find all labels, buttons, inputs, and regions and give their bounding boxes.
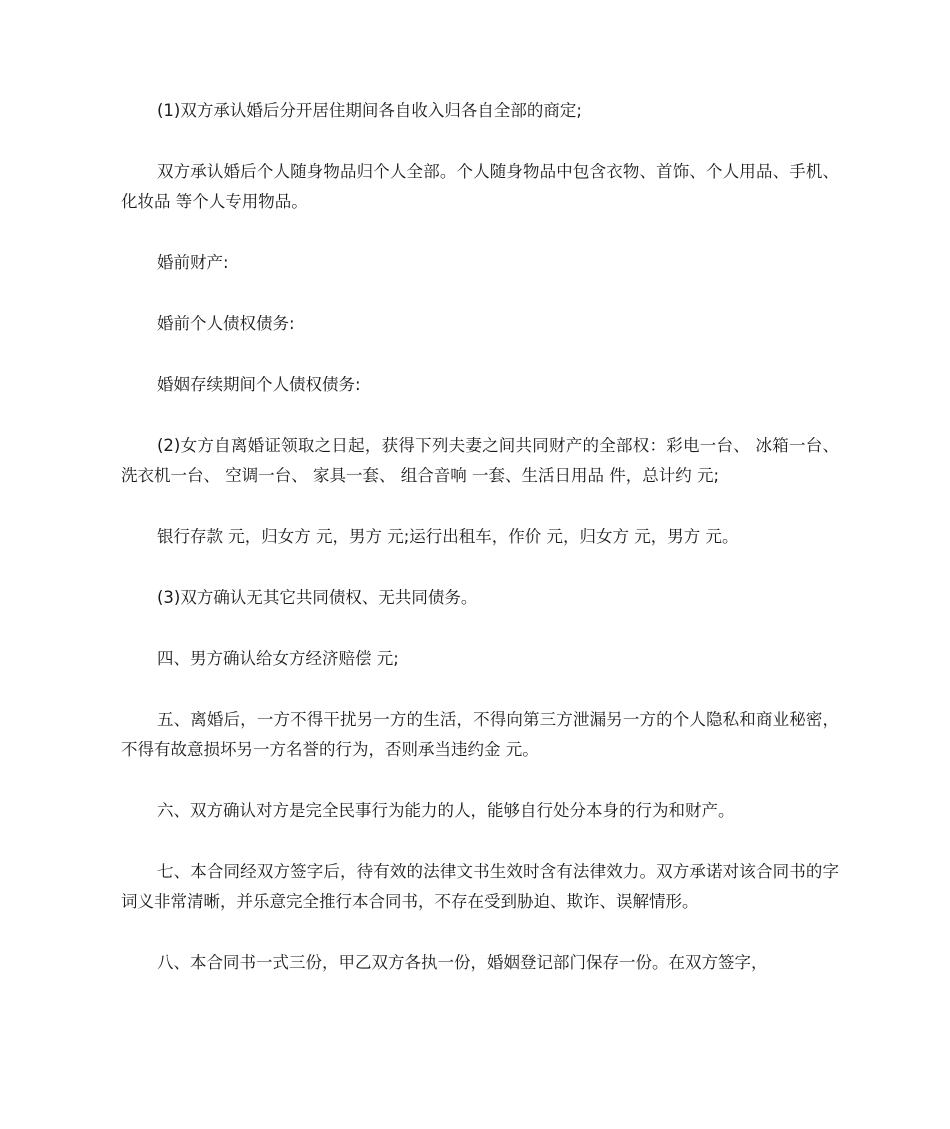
paragraph-compensation: 四、男方确认给女方经济赔偿 元; bbox=[157, 649, 399, 668]
paragraph-bank-deposit: 银行存款 元，归女方 元，男方 元;运行出租车，作价 元，归女方 元，男方 元。 bbox=[157, 527, 739, 546]
paragraph-joint-property: (2)女方自离婚证领取之日起，获得下列夫妻之间共同财产的全部权：彩电一台、 冰箱一台、 洗衣机一台、 空调一台、 家具一套、 组合音响 一套、生活日用品 件，总计约 元; bbox=[121, 436, 839, 485]
paragraph-premarital-property: 婚前财产: bbox=[157, 253, 229, 272]
paragraph-capacity: 六、双方确认对方是完全民事行为能力的人，能够自行处分本身的行为和财产。 bbox=[157, 801, 735, 820]
paragraph-income-agreement: (1)双方承认婚后分开居住期间各自收入归各自全部的商定; bbox=[157, 101, 582, 120]
paragraph-copies: 八、本合同书一式三份，甲乙双方各执一份，婚姻登记部门保存一份。在双方签字， bbox=[157, 953, 768, 972]
paragraph-premarital-debts: 婚前个人债权债务: bbox=[157, 314, 295, 333]
paragraph-no-joint-debt: (3)双方确认无其它共同债权、无共同债务。 bbox=[157, 588, 478, 607]
paragraph-marriage-debts: 婚姻存续期间个人债权债务: bbox=[157, 375, 361, 394]
paragraph-legal-effect: 七、本合同经双方签字后，待有效的法律文书生效时含有法律效力。双方承诺对该合同书的字词义非常清晰，并乐意完全推行本合同书，不存在受到胁迫、欺诈、误解情形。 bbox=[121, 862, 839, 911]
paragraph-privacy: 五、离婚后，一方不得干扰另一方的生活，不得向第三方泄漏另一方的个人隐私和商业秘密，不得有故意损坏另一方名誉的行为，否则承当违约金 元。 bbox=[121, 710, 839, 759]
document-body bbox=[121, 96, 839, 1009]
paragraph-personal-belongings: 双方承认婚后个人随身物品归个人全部。个人随身物品中包含衣物、首饰、个人用品、手机、化妆品 等个人专用物品。 bbox=[121, 162, 839, 211]
